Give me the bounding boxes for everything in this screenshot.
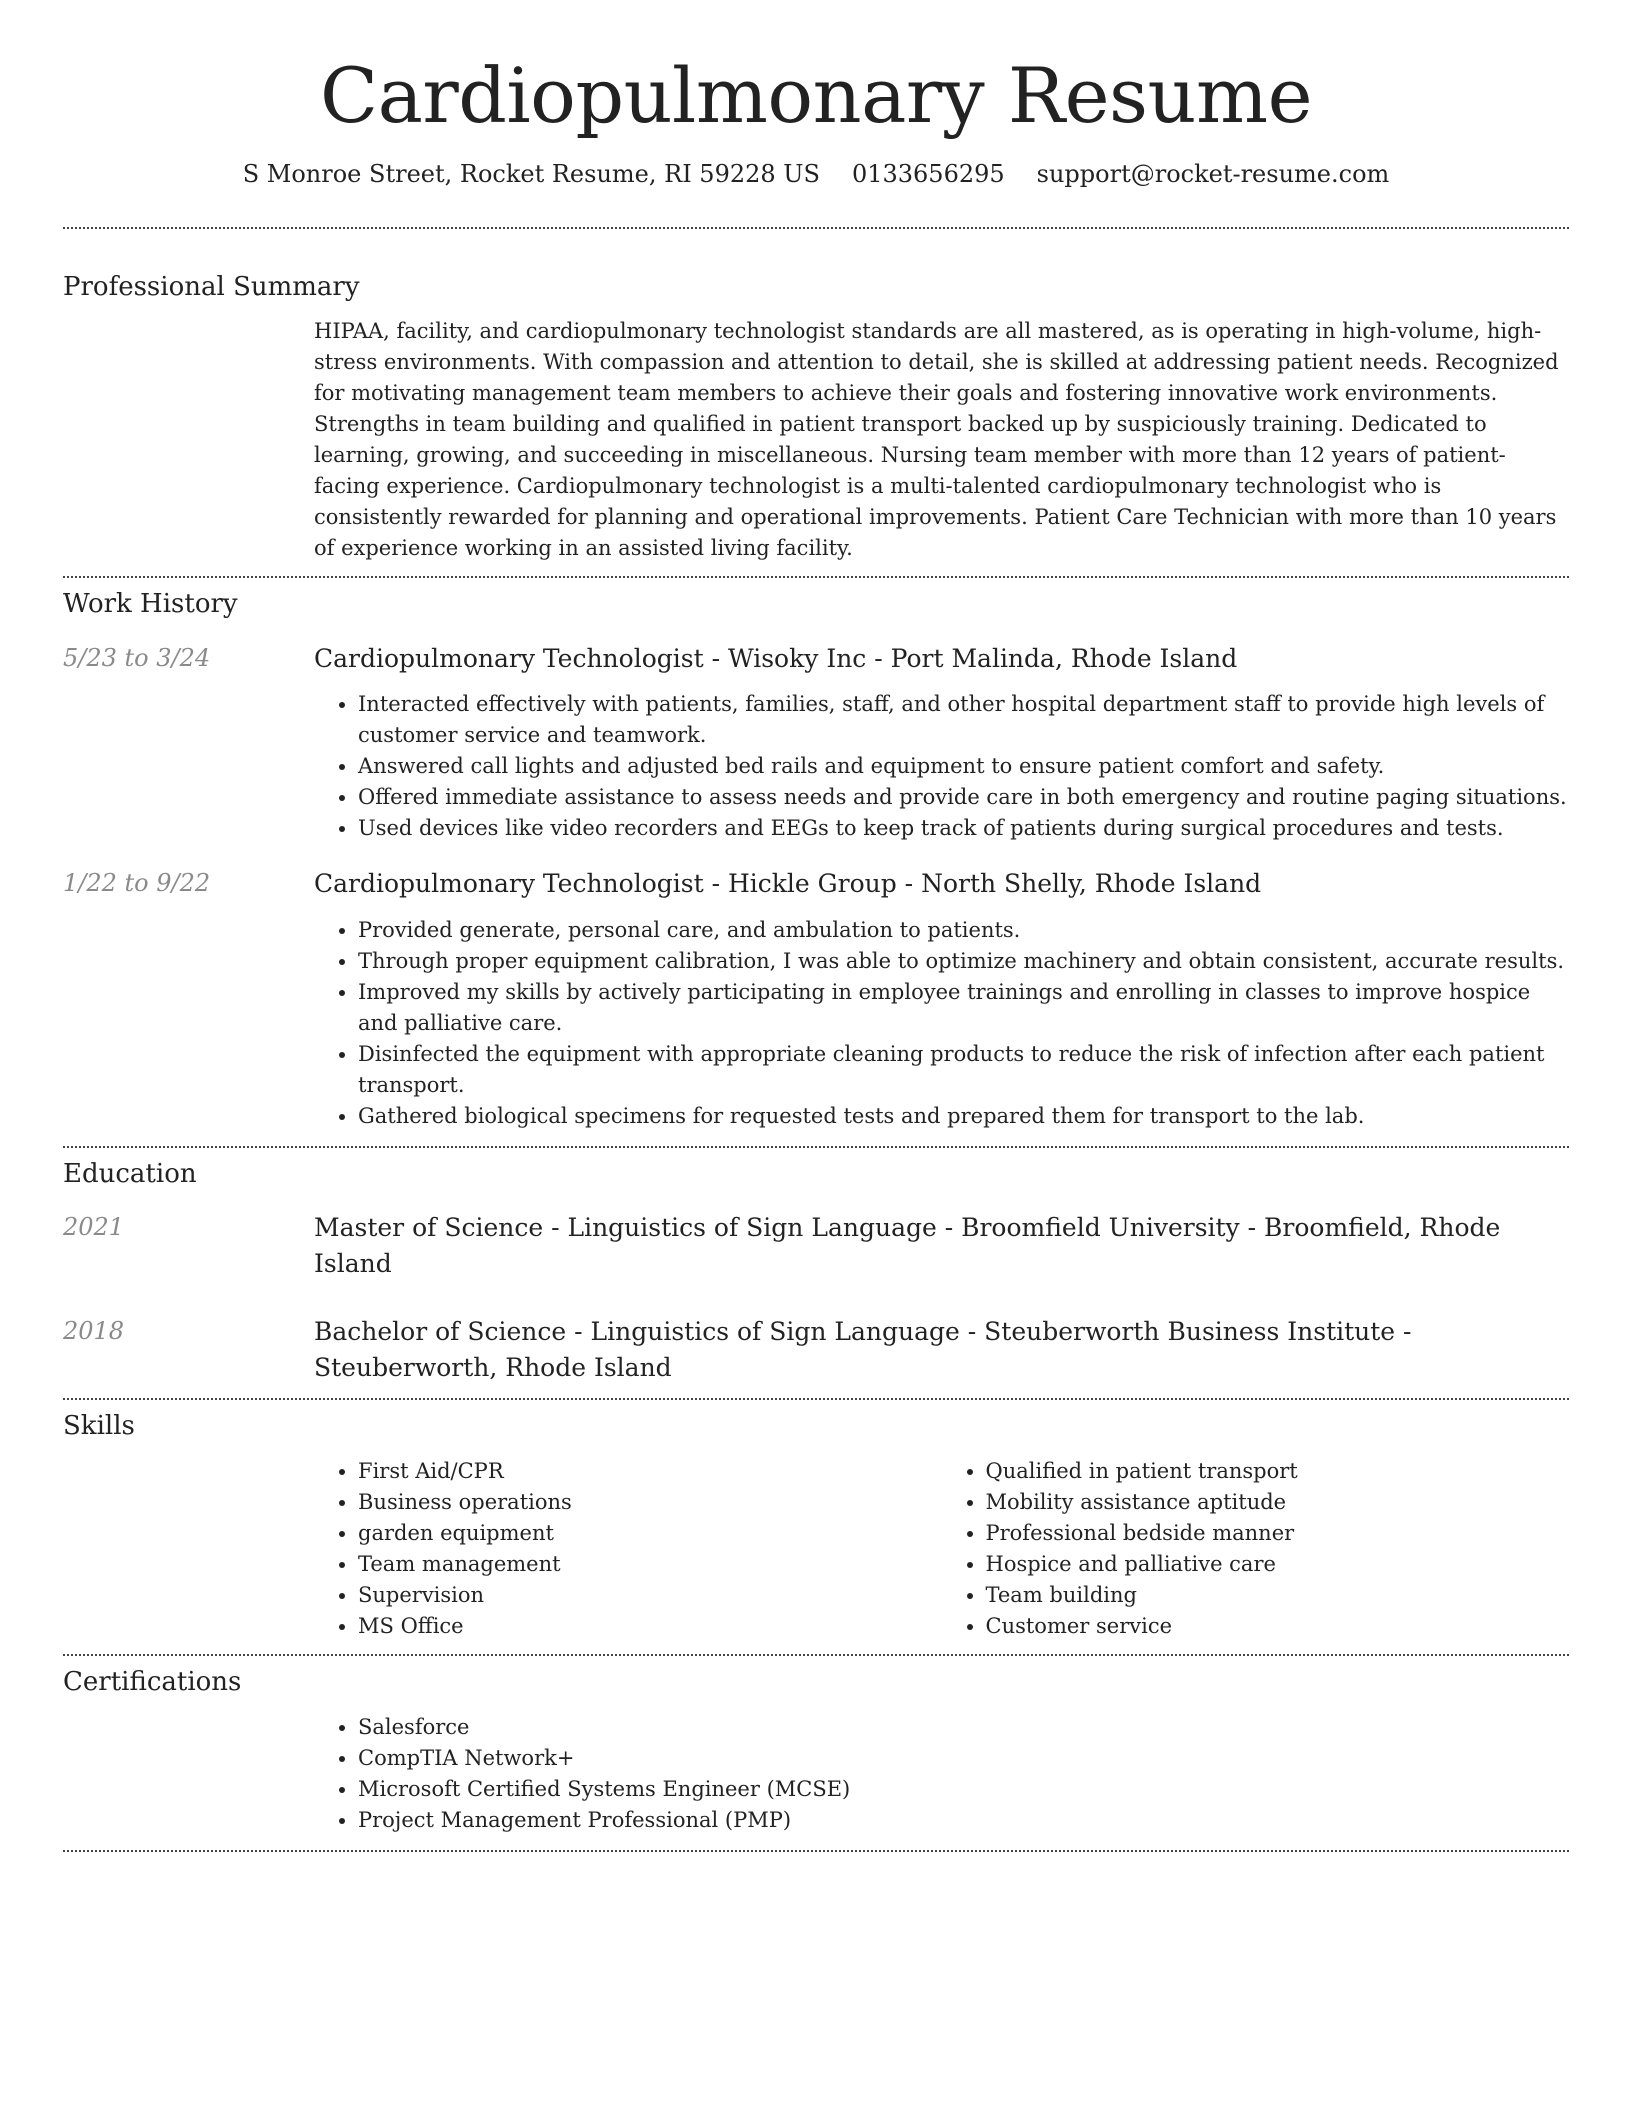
- job-bullets: [314, 915, 1569, 1132]
- list-item: • Offered immediate assistance to assess needs and provide care in both emergency and routine paging situations.: [358, 782, 1569, 813]
- contact-address: S Monroe Street, Rocket Resume, RI 59228 US: [242, 160, 820, 189]
- job-dates: 5/23 to 3/24: [63, 644, 211, 673]
- certification-item: • Salesforce: [358, 1712, 1569, 1743]
- education-year: 2021: [63, 1213, 125, 1242]
- candidate-name: Cardiopulmonary Resume: [319, 51, 1313, 140]
- job-entry: [63, 641, 1569, 844]
- education-entry: [63, 1314, 1569, 1386]
- section-divider: [63, 1850, 1569, 1852]
- work-title: Work History: [63, 589, 238, 620]
- list-item: • Provided generate, personal care, and ambulation to patients.: [358, 915, 1569, 946]
- skill-item: • Customer service: [986, 1611, 1570, 1642]
- list-item: • Disinfected the equipment with appropriate cleaning products to reduce the risk of infection after each patient transport.: [358, 1039, 1569, 1101]
- certifications-list: [314, 1712, 1569, 1836]
- list-item: • Interacted effectively with patients, families, staff, and other hospital department staff to provide high levels of customer service and teamwork.: [358, 689, 1569, 751]
- summary-title: Professional Summary: [63, 271, 360, 302]
- list-item: • Answered call lights and adjusted bed rails and equipment to ensure patient comfort and safety.: [358, 751, 1569, 782]
- skill-item: • Professional bedside manner: [986, 1518, 1570, 1549]
- list-item: • Improved my skills by actively participating in employee trainings and enrolling in classes to improve hospice and palliative care.: [358, 977, 1569, 1039]
- skill-item: • Mobility assistance aptitude: [986, 1487, 1570, 1518]
- list-item: • Used devices like video recorders and EEGs to keep track of patients during surgical procedures and tests.: [358, 813, 1569, 844]
- skill-item: • Team building: [986, 1580, 1570, 1611]
- job-heading: Cardiopulmonary Technologist - Hickle Group - North Shelly, Rhode Island: [314, 869, 1262, 899]
- skill-item: • garden equipment: [358, 1518, 942, 1549]
- resume-header: [63, 0, 1569, 191]
- education-section: [63, 1148, 1569, 1387]
- education-year: 2018: [63, 1317, 125, 1346]
- list-item: • Through proper equipment calibration, I was able to optimize machinery and obtain consistent, accurate results.: [358, 946, 1569, 977]
- education-title: Education: [63, 1158, 197, 1189]
- skills-section: [63, 1400, 1569, 1642]
- certifications-title: Certifications: [63, 1667, 242, 1698]
- work-section: [63, 578, 1569, 1131]
- job-heading: Cardiopulmonary Technologist - Wisoky Inc - Port Malinda, Rhode Island: [314, 644, 1238, 674]
- education-degree: Master of Science - Linguistics of Sign Language - Broomfield University - Broomfield, Rhode Island: [314, 1213, 1501, 1279]
- education-entry: [63, 1210, 1569, 1282]
- skill-item: • Qualified in patient transport: [986, 1456, 1570, 1487]
- certifications-section: [63, 1656, 1569, 1836]
- skills-title: Skills: [63, 1411, 135, 1442]
- skill-item: • MS Office: [358, 1611, 942, 1642]
- certification-item: • CompTIA Network+: [358, 1743, 1569, 1774]
- skill-item: • Supervision: [358, 1580, 942, 1611]
- skill-item: • Team management: [358, 1549, 942, 1580]
- summary-text: HIPAA, facility, and cardiopulmonary technologist standards are all mastered, as is operating in high-volume, high-stress environments. With compassion and attention to detail, she is skilled at addressing patient needs. Recognized for motivating management team members to achieve their goals and fostering innovative work environments. Strengths in team building and qualified in patient transport backed up by suspiciously training. Dedicated to learning, growing, and succeeding in miscellaneous. Nursing team member with more than 12 years of patient-facing experience. Cardiopulmonary technologist is a multi-talented cardiopulmonary technologist who is consistently rewarded for planning and operational improvements. Patient Care Technician with more than 10 years of experience working in an assisted living facility.: [314, 319, 1559, 561]
- job-dates: 1/22 to 9/22: [63, 869, 211, 898]
- certification-item: • Microsoft Certified Systems Engineer (MCSE): [358, 1774, 1569, 1805]
- skill-item: • First Aid/CPR: [358, 1456, 942, 1487]
- contact-line: [63, 159, 1569, 190]
- contact-phone: 0133656295: [851, 160, 1005, 189]
- skill-item: • Hospice and palliative care: [986, 1549, 1570, 1580]
- summary-section: [63, 229, 1569, 565]
- contact-email: support@rocket-resume.com: [1036, 160, 1390, 189]
- education-degree: Bachelor of Science - Linguistics of Sign Language - Steuberworth Business Institute - Steuberworth, Rhode Island: [314, 1317, 1412, 1383]
- job-entry: [63, 866, 1569, 1131]
- job-bullets: [314, 689, 1569, 844]
- list-item: • Gathered biological specimens for requested tests and prepared them for transport to the lab.: [358, 1101, 1569, 1132]
- skill-item: • Business operations: [358, 1487, 942, 1518]
- certification-item: • Project Management Professional (PMP): [358, 1805, 1569, 1836]
- skills-list-left: [314, 1456, 942, 1642]
- skills-list-right: [942, 1456, 1570, 1642]
